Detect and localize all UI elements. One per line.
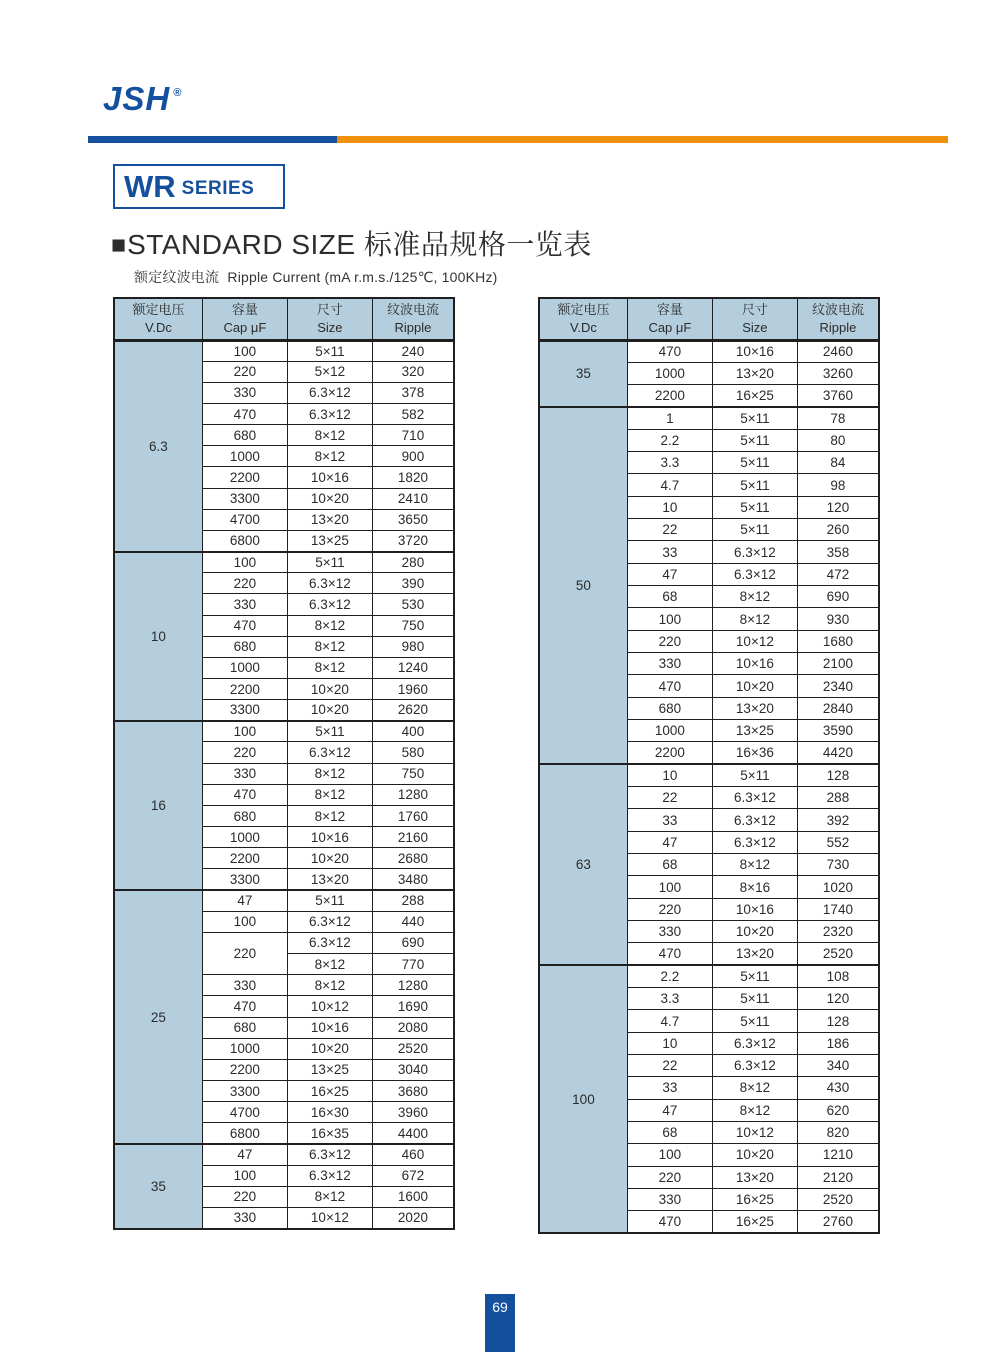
- table-row: [114, 552, 454, 573]
- cap-cell: 33: [627, 541, 712, 563]
- ripple-cell: 288: [372, 890, 454, 911]
- ripple-cell: 320: [372, 361, 454, 382]
- size-cell: 10×16: [287, 467, 372, 488]
- size-cell: 5×11: [287, 890, 372, 911]
- cap-cell: 100: [627, 608, 712, 630]
- series-name: WR: [124, 169, 176, 204]
- size-cell: 8×12: [287, 615, 372, 636]
- cap-cell: 100: [202, 911, 287, 932]
- cap-cell: 680: [202, 636, 287, 657]
- size-cell: 5×11: [712, 474, 797, 496]
- cap-cell: 330: [627, 1188, 712, 1210]
- ripple-cell: 750: [372, 615, 454, 636]
- ripple-cell: 2160: [372, 827, 454, 848]
- cap-cell: 220: [202, 573, 287, 594]
- ripple-cell: 1240: [372, 657, 454, 678]
- ripple-current-note: 额定纹波电流 Ripple Current (mA r.m.s./125℃, 100KHz): [134, 269, 498, 285]
- cap-cell: 3.3: [627, 452, 712, 474]
- header-rule-blue-segment: [88, 136, 337, 143]
- ripple-cell: 2020: [372, 1207, 454, 1228]
- cap-cell: 33: [627, 809, 712, 831]
- section-title: [111, 231, 592, 259]
- cap-cell: 47: [627, 563, 712, 585]
- table-row: [114, 1144, 454, 1165]
- ripple-cell: 582: [372, 403, 454, 424]
- cap-cell: 1: [627, 407, 712, 429]
- cap-cell: 100: [202, 340, 287, 361]
- logo-text: JSH: [103, 80, 171, 117]
- size-cell: 6.3×12: [712, 1055, 797, 1077]
- cap-cell: 47: [627, 1099, 712, 1121]
- size-cell: 5×11: [287, 721, 372, 742]
- cap-cell: 330: [202, 1207, 287, 1228]
- ripple-cell: 2520: [797, 1188, 879, 1210]
- cap-cell: 330: [202, 594, 287, 615]
- ripple-cell: 3960: [372, 1102, 454, 1123]
- ripple-cell: 2120: [797, 1166, 879, 1188]
- black-square-bullet-icon: ■: [111, 230, 127, 259]
- page-number-badge: [485, 1294, 515, 1352]
- ripple-cell: 3720: [372, 530, 454, 551]
- cap-cell: 680: [202, 1017, 287, 1038]
- voltage-cell: 100: [539, 965, 627, 1233]
- ripple-cell: 710: [372, 425, 454, 446]
- size-cell: 13×25: [287, 530, 372, 551]
- size-cell: 6.3×12: [287, 403, 372, 424]
- size-cell: 10×16: [712, 340, 797, 362]
- ripple-cell: 1280: [372, 784, 454, 805]
- cap-cell: 2200: [202, 679, 287, 700]
- table-row: [539, 407, 879, 429]
- table-header-row: [539, 298, 879, 340]
- ripple-cell: 1820: [372, 467, 454, 488]
- size-cell: 16×25: [287, 1080, 372, 1101]
- size-cell: 6.3×12: [287, 1144, 372, 1165]
- size-cell: 16×30: [287, 1102, 372, 1123]
- cap-cell: 22: [627, 519, 712, 541]
- column-header-voltage: 额定电压 V.Dc: [114, 298, 202, 340]
- size-cell: 8×12: [287, 975, 372, 996]
- ripple-cell: 2520: [372, 1038, 454, 1059]
- size-cell: 6.3×12: [712, 563, 797, 585]
- size-cell: 8×12: [712, 608, 797, 630]
- size-cell: 16×25: [712, 1188, 797, 1210]
- size-cell: 10×20: [287, 679, 372, 700]
- cap-cell: 470: [202, 615, 287, 636]
- column-header-voltage: 额定电压 V.Dc: [539, 298, 627, 340]
- size-cell: 10×20: [287, 848, 372, 869]
- size-cell: 10×12: [287, 996, 372, 1017]
- ripple-cell: 1210: [797, 1144, 879, 1166]
- cap-cell: 1000: [627, 362, 712, 384]
- cap-cell: 330: [627, 653, 712, 675]
- cap-cell: 22: [627, 787, 712, 809]
- ripple-cell: 460: [372, 1144, 454, 1165]
- ripple-cell: 1760: [372, 805, 454, 826]
- size-cell: 5×11: [287, 552, 372, 573]
- size-cell: 10×20: [712, 675, 797, 697]
- cap-cell: 220: [627, 1166, 712, 1188]
- size-cell: 5×11: [712, 988, 797, 1010]
- cap-cell: 6800: [202, 1123, 287, 1144]
- cap-cell: 47: [202, 1144, 287, 1165]
- ripple-cell: 552: [797, 831, 879, 853]
- ripple-cell: 620: [797, 1099, 879, 1121]
- cap-cell: 330: [202, 382, 287, 403]
- cap-cell: 22: [627, 1055, 712, 1077]
- page-number: 69: [492, 1299, 508, 1315]
- size-cell: 10×20: [287, 488, 372, 509]
- size-cell: 5×11: [712, 496, 797, 518]
- cap-cell: 2200: [202, 848, 287, 869]
- ripple-cell: 770: [372, 954, 454, 975]
- spec-table-right: [538, 297, 880, 1234]
- size-cell: 5×12: [287, 361, 372, 382]
- cap-cell: 47: [202, 890, 287, 911]
- cap-cell: 470: [202, 403, 287, 424]
- size-cell: 10×20: [712, 1144, 797, 1166]
- cap-cell: 680: [202, 805, 287, 826]
- cap-cell: 10: [627, 764, 712, 786]
- table-row: [539, 965, 879, 987]
- ripple-cell: 3590: [797, 720, 879, 742]
- size-cell: 10×12: [287, 1207, 372, 1228]
- cap-cell: 1000: [202, 657, 287, 678]
- cap-cell: 68: [627, 854, 712, 876]
- size-cell: 13×20: [712, 362, 797, 384]
- ripple-cell: 1020: [797, 876, 879, 898]
- size-cell: 5×11: [712, 965, 797, 987]
- column-header-cap: 容量 Cap μF: [202, 298, 287, 340]
- ripple-cell: 84: [797, 452, 879, 474]
- size-cell: 8×12: [287, 805, 372, 826]
- ripple-cell: 120: [797, 496, 879, 518]
- ripple-cell: 240: [372, 340, 454, 361]
- cap-cell: 330: [202, 763, 287, 784]
- cap-cell: 10: [627, 496, 712, 518]
- size-cell: 6.3×12: [287, 382, 372, 403]
- ripple-cell: 340: [797, 1055, 879, 1077]
- ripple-cell: 3260: [797, 362, 879, 384]
- cap-cell: 3300: [202, 700, 287, 721]
- cap-cell: 4.7: [627, 1010, 712, 1032]
- voltage-cell: 16: [114, 721, 202, 890]
- size-cell: 10×16: [712, 653, 797, 675]
- size-cell: 6.3×12: [712, 809, 797, 831]
- ripple-cell: 2620: [372, 700, 454, 721]
- voltage-cell: 63: [539, 764, 627, 965]
- voltage-cell: 25: [114, 890, 202, 1144]
- size-cell: 13×20: [712, 943, 797, 965]
- cap-cell: 100: [202, 721, 287, 742]
- voltage-cell: 35: [114, 1144, 202, 1229]
- cap-cell: 330: [627, 921, 712, 943]
- cap-cell: 3300: [202, 488, 287, 509]
- ripple-cell: 3760: [797, 385, 879, 407]
- cap-cell: 680: [627, 697, 712, 719]
- jsh-logo: [103, 80, 182, 117]
- cap-cell: 68: [627, 586, 712, 608]
- ripple-cell: 390: [372, 573, 454, 594]
- cap-cell: 1000: [202, 827, 287, 848]
- header-rule-orange-segment: [337, 136, 948, 143]
- table-header-row: [114, 298, 454, 340]
- size-cell: 16×25: [712, 385, 797, 407]
- cap-cell: 220: [202, 742, 287, 763]
- size-cell: 8×12: [712, 1099, 797, 1121]
- cap-cell: 3300: [202, 869, 287, 890]
- cap-cell: 68: [627, 1121, 712, 1143]
- series-title-box: [113, 164, 285, 209]
- ripple-cell: 186: [797, 1032, 879, 1054]
- cap-cell: 100: [202, 552, 287, 573]
- ripple-cell: 4420: [797, 742, 879, 764]
- ripple-cell: 378: [372, 382, 454, 403]
- size-cell: 16×36: [712, 742, 797, 764]
- ripple-cell: 260: [797, 519, 879, 541]
- size-cell: 10×16: [287, 827, 372, 848]
- ripple-cell: 1680: [797, 630, 879, 652]
- section-title-text: STANDARD SIZE 标准品规格一览表: [127, 229, 592, 260]
- cap-cell: 100: [202, 1165, 287, 1186]
- ripple-cell: 2080: [372, 1017, 454, 1038]
- ripple-cell: 2460: [797, 340, 879, 362]
- size-cell: 10×20: [287, 700, 372, 721]
- cap-cell: 10: [627, 1032, 712, 1054]
- size-cell: 5×11: [712, 452, 797, 474]
- size-cell: 6.3×12: [287, 742, 372, 763]
- ripple-cell: 750: [372, 763, 454, 784]
- cap-cell: 330: [202, 975, 287, 996]
- ripple-cell: 690: [372, 932, 454, 953]
- ripple-cell: 358: [797, 541, 879, 563]
- size-cell: 10×20: [712, 921, 797, 943]
- cap-cell: 4.7: [627, 474, 712, 496]
- ripple-cell: 1740: [797, 898, 879, 920]
- table-row: [539, 340, 879, 362]
- ripple-cell: 2680: [372, 848, 454, 869]
- size-cell: 10×20: [287, 1038, 372, 1059]
- size-cell: 5×11: [712, 429, 797, 451]
- ripple-cell: 280: [372, 552, 454, 573]
- cap-cell: 470: [202, 784, 287, 805]
- ripple-cell: 2520: [797, 943, 879, 965]
- table-row: [539, 764, 879, 786]
- ripple-cell: 98: [797, 474, 879, 496]
- ripple-cell: 80: [797, 429, 879, 451]
- size-cell: 8×12: [712, 1077, 797, 1099]
- ripple-cell: 530: [372, 594, 454, 615]
- size-cell: 16×25: [712, 1211, 797, 1233]
- size-cell: 10×16: [712, 898, 797, 920]
- size-cell: 6.3×12: [712, 1032, 797, 1054]
- cap-cell: 2200: [627, 742, 712, 764]
- size-cell: 6.3×12: [287, 594, 372, 615]
- size-cell: 8×12: [287, 954, 372, 975]
- ripple-cell: 2100: [797, 653, 879, 675]
- cap-cell: 2.2: [627, 965, 712, 987]
- size-cell: 5×11: [712, 1010, 797, 1032]
- size-cell: 13×20: [287, 509, 372, 530]
- column-header-ripple: 纹波电流 Ripple: [372, 298, 454, 340]
- cap-cell: 2200: [202, 467, 287, 488]
- ripple-cell: 120: [797, 988, 879, 1010]
- ripple-cell: 472: [797, 563, 879, 585]
- size-cell: 8×12: [287, 636, 372, 657]
- ripple-cell: 2410: [372, 488, 454, 509]
- cap-cell: 1000: [202, 1038, 287, 1059]
- column-header-cap: 容量 Cap μF: [627, 298, 712, 340]
- ripple-cell: 820: [797, 1121, 879, 1143]
- ripple-cell: 4400: [372, 1123, 454, 1144]
- size-cell: 8×12: [712, 854, 797, 876]
- size-cell: 6.3×12: [287, 573, 372, 594]
- ripple-cell: 128: [797, 764, 879, 786]
- size-cell: 10×12: [712, 1121, 797, 1143]
- registered-trademark-icon: ®: [173, 87, 182, 99]
- size-cell: 5×11: [712, 407, 797, 429]
- cap-cell: 100: [627, 1144, 712, 1166]
- size-cell: 5×11: [712, 764, 797, 786]
- column-header-size: 尺寸 Size: [287, 298, 372, 340]
- ripple-cell: 2840: [797, 697, 879, 719]
- cap-cell: 470: [627, 340, 712, 362]
- ripple-cell: 78: [797, 407, 879, 429]
- cap-cell: 680: [202, 425, 287, 446]
- ripple-cell: 730: [797, 854, 879, 876]
- cap-cell: 2200: [202, 1059, 287, 1080]
- ripple-cell: 2340: [797, 675, 879, 697]
- size-cell: 6.3×12: [712, 831, 797, 853]
- size-cell: 6.3×12: [712, 787, 797, 809]
- size-cell: 10×12: [712, 630, 797, 652]
- size-cell: 8×12: [287, 784, 372, 805]
- ripple-cell: 430: [797, 1077, 879, 1099]
- cap-cell: 4700: [202, 1102, 287, 1123]
- ripple-cell: 392: [797, 809, 879, 831]
- cap-cell: 1000: [202, 446, 287, 467]
- ripple-cell: 930: [797, 608, 879, 630]
- ripple-cell: 900: [372, 446, 454, 467]
- cap-cell: 3300: [202, 1080, 287, 1101]
- cap-cell: 220: [202, 1186, 287, 1207]
- table-row: [114, 890, 454, 911]
- size-cell: 16×35: [287, 1123, 372, 1144]
- ripple-cell: 400: [372, 721, 454, 742]
- size-cell: 6.3×12: [287, 932, 372, 953]
- size-cell: 5×11: [712, 519, 797, 541]
- voltage-cell: 50: [539, 407, 627, 764]
- cap-cell: 470: [627, 1211, 712, 1233]
- size-cell: 6.3×12: [287, 1165, 372, 1186]
- cap-cell: 6800: [202, 530, 287, 551]
- size-cell: 8×12: [712, 586, 797, 608]
- size-cell: 10×16: [287, 1017, 372, 1038]
- ripple-cell: 1280: [372, 975, 454, 996]
- column-header-size: 尺寸 Size: [712, 298, 797, 340]
- ripple-cell: 2320: [797, 921, 879, 943]
- ripple-cell: 3480: [372, 869, 454, 890]
- cap-cell: 2.2: [627, 429, 712, 451]
- size-cell: 8×12: [287, 425, 372, 446]
- ripple-cell: 3040: [372, 1059, 454, 1080]
- ripple-cell: 980: [372, 636, 454, 657]
- ripple-cell: 1960: [372, 679, 454, 700]
- size-cell: 8×12: [287, 446, 372, 467]
- ripple-cell: 580: [372, 742, 454, 763]
- cap-cell: 100: [627, 876, 712, 898]
- size-cell: 13×20: [712, 697, 797, 719]
- cap-cell: 3.3: [627, 988, 712, 1010]
- column-header-ripple: 纹波电流 Ripple: [797, 298, 879, 340]
- ripple-cell: 128: [797, 1010, 879, 1032]
- size-cell: 8×12: [287, 1186, 372, 1207]
- voltage-cell: 35: [539, 340, 627, 407]
- cap-cell: 2200: [627, 385, 712, 407]
- cap-cell: 47: [627, 831, 712, 853]
- size-cell: 13×20: [287, 869, 372, 890]
- ripple-cell: 440: [372, 911, 454, 932]
- cap-cell: 470: [627, 675, 712, 697]
- cap-cell: 33: [627, 1077, 712, 1099]
- ripple-cell: 672: [372, 1165, 454, 1186]
- size-cell: 8×12: [287, 763, 372, 784]
- ripple-cell: 3680: [372, 1080, 454, 1101]
- table-row: [114, 721, 454, 742]
- header-rule: [88, 136, 948, 143]
- size-cell: 13×20: [712, 1166, 797, 1188]
- voltage-cell: 10: [114, 552, 202, 721]
- cap-cell: 470: [202, 996, 287, 1017]
- size-cell: 5×11: [287, 340, 372, 361]
- size-cell: 13×25: [287, 1059, 372, 1080]
- cap-cell: 220: [627, 630, 712, 652]
- size-cell: 8×16: [712, 876, 797, 898]
- ripple-cell: 2760: [797, 1211, 879, 1233]
- ripple-cell: 1690: [372, 996, 454, 1017]
- ripple-cell: 3650: [372, 509, 454, 530]
- spec-table-left: [113, 297, 455, 1230]
- voltage-cell: 6.3: [114, 340, 202, 552]
- ripple-cell: 108: [797, 965, 879, 987]
- cap-cell: 220: [202, 932, 287, 974]
- cap-cell: 4700: [202, 509, 287, 530]
- ripple-cell: 288: [797, 787, 879, 809]
- size-cell: 13×25: [712, 720, 797, 742]
- table-row: [114, 340, 454, 361]
- cap-cell: 1000: [627, 720, 712, 742]
- cap-cell: 220: [627, 898, 712, 920]
- series-suffix: SERIES: [181, 178, 255, 199]
- size-cell: 8×12: [287, 657, 372, 678]
- ripple-cell: 1600: [372, 1186, 454, 1207]
- cap-cell: 220: [202, 361, 287, 382]
- size-cell: 6.3×12: [287, 911, 372, 932]
- cap-cell: 470: [627, 943, 712, 965]
- size-cell: 6.3×12: [712, 541, 797, 563]
- ripple-cell: 690: [797, 586, 879, 608]
